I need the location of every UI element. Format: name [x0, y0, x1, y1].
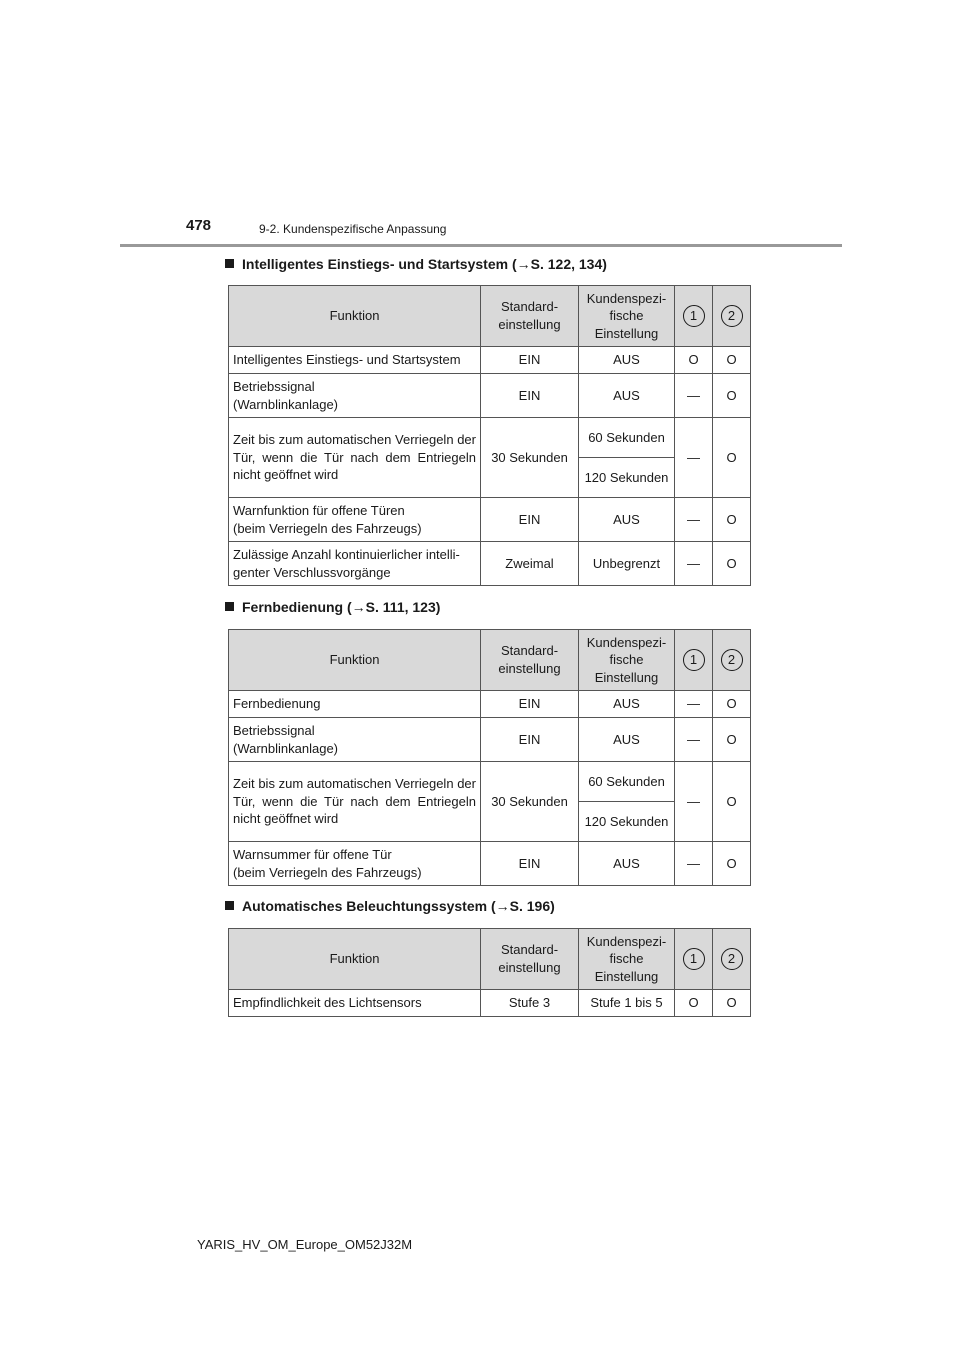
col-header-2	[713, 630, 751, 691]
arrow-icon: →	[495, 898, 510, 914]
col-header-2	[713, 286, 751, 347]
cell-standard: 30 Sekunden	[481, 418, 579, 498]
cell-standard: EIN	[481, 691, 579, 718]
section-title-text: Automatisches Beleuchtungssystem (	[242, 898, 496, 914]
square-bullet-icon	[225, 259, 234, 268]
cell-c1: —	[675, 762, 713, 842]
col-header-funktion: Funktion	[229, 929, 481, 990]
square-bullet-icon	[225, 602, 234, 611]
section-title-ref: S. 196)	[509, 898, 555, 914]
table-row	[229, 542, 751, 586]
cell-c1: O	[675, 990, 713, 1017]
section-title-intelligent-entry	[225, 256, 607, 272]
circled-1-icon: 1	[683, 305, 705, 327]
col-header-standard: Standard- einstellung	[481, 630, 579, 691]
cell-standard: EIN	[481, 347, 579, 374]
table-row	[229, 842, 751, 886]
cell-kunden: AUS	[579, 498, 675, 542]
cell-funktion: Warnsummer für offene Tür (beim Verriegeln des Fahrzeugs)	[229, 842, 481, 886]
cell-c1: —	[675, 418, 713, 498]
table-header-row	[229, 929, 751, 990]
section-title-text: Intelligentes Einstiegs- und Startsystem (	[242, 256, 517, 272]
settings-table-intelligent-entry	[228, 285, 751, 586]
section-title-lighting	[225, 898, 555, 914]
circled-2-icon: 2	[721, 649, 743, 671]
table-header-row	[229, 286, 751, 347]
cell-funktion: Betriebssignal (Warnblinkanlage)	[229, 718, 481, 762]
cell-funktion: Zulässige Anzahl kontinuierlicher intelli- genter Verschlussvorgänge	[229, 542, 481, 586]
table-row	[229, 691, 751, 718]
chapter-title: 9-2. Kundenspezifische Anpassung	[259, 222, 447, 236]
section-title-ref: S. 111, 123)	[365, 599, 441, 615]
cell-c2: O	[713, 418, 751, 498]
cell-c2: O	[713, 718, 751, 762]
col-header-kunden: Kundenspezi- fische Einstellung	[579, 929, 675, 990]
cell-standard: Stufe 3	[481, 990, 579, 1017]
col-header-2	[713, 929, 751, 990]
col-header-1	[675, 286, 713, 347]
col-header-standard: Standard- einstellung	[481, 929, 579, 990]
cell-funktion: Empfindlichkeit des Lichtsensors	[229, 990, 481, 1017]
cell-c1: —	[675, 542, 713, 586]
circled-1-icon: 1	[683, 948, 705, 970]
cell-c1: O	[675, 347, 713, 374]
cell-kunden: Unbegrenzt	[579, 542, 675, 586]
cell-kunden: AUS	[579, 842, 675, 886]
col-header-funktion: Funktion	[229, 286, 481, 347]
table-header-row	[229, 630, 751, 691]
cell-c2: O	[713, 842, 751, 886]
table-row	[229, 347, 751, 374]
cell-c2: O	[713, 498, 751, 542]
settings-table-lighting	[228, 928, 751, 1017]
col-header-kunden: Kundenspezi- fische Einstellung	[579, 630, 675, 691]
cell-kunden: AUS	[579, 718, 675, 762]
cell-kunden: AUS	[579, 374, 675, 418]
cell-c1: —	[675, 718, 713, 762]
footer-document-id: YARIS_HV_OM_Europe_OM52J32M	[197, 1237, 413, 1252]
cell-funktion: Zeit bis zum automatischen Verriegeln der Tür, wenn die Tür nach dem Entriegeln nicht geöffnet wird	[229, 418, 481, 498]
cell-standard: EIN	[481, 842, 579, 886]
cell-c1: —	[675, 374, 713, 418]
arrow-icon: →	[516, 256, 531, 272]
arrow-icon: →	[351, 599, 366, 615]
col-header-standard: Standard- einstellung	[481, 286, 579, 347]
table-row	[229, 990, 751, 1017]
cell-c2: O	[713, 374, 751, 418]
col-header-1	[675, 630, 713, 691]
cell-kunden: AUS	[579, 691, 675, 718]
header-rule	[120, 244, 842, 247]
cell-funktion: Intelligentes Einstiegs- und Startsystem	[229, 347, 481, 374]
section-title-ref: S. 122, 134)	[530, 256, 607, 272]
page-number: 478	[186, 217, 212, 234]
circled-1-icon: 1	[683, 649, 705, 671]
cell-c2: O	[713, 542, 751, 586]
cell-c2: O	[713, 347, 751, 374]
cell-c1: —	[675, 842, 713, 886]
cell-kunden: AUS	[579, 347, 675, 374]
col-header-1	[675, 929, 713, 990]
table-row	[229, 762, 751, 802]
cell-funktion: Betriebssignal (Warnblinkanlage)	[229, 374, 481, 418]
cell-funktion: Zeit bis zum automatischen Verriegeln der Tür, wenn die Tür nach dem Entriegeln nicht geöffnet wird	[229, 762, 481, 842]
cell-funktion: Warnfunktion für offene Türen (beim Verriegeln des Fahrzeugs)	[229, 498, 481, 542]
cell-c2: O	[713, 990, 751, 1017]
cell-kunden-option: 120 Sekunden	[579, 802, 675, 842]
circled-2-icon: 2	[721, 948, 743, 970]
col-header-kunden: Kundenspezi- fische Einstellung	[579, 286, 675, 347]
col-header-funktion: Funktion	[229, 630, 481, 691]
settings-table-remote	[228, 629, 751, 886]
cell-standard: EIN	[481, 718, 579, 762]
cell-standard: EIN	[481, 498, 579, 542]
table-row	[229, 718, 751, 762]
cell-standard: EIN	[481, 374, 579, 418]
cell-kunden: Stufe 1 bis 5	[579, 990, 675, 1017]
table-row	[229, 418, 751, 458]
cell-kunden-option: 120 Sekunden	[579, 458, 675, 498]
cell-c2: O	[713, 762, 751, 842]
table-row	[229, 498, 751, 542]
cell-funktion: Fernbedienung	[229, 691, 481, 718]
cell-kunden-option: 60 Sekunden	[579, 418, 675, 458]
cell-c1: —	[675, 691, 713, 718]
cell-standard: Zweimal	[481, 542, 579, 586]
cell-kunden-option: 60 Sekunden	[579, 762, 675, 802]
cell-c1: —	[675, 498, 713, 542]
square-bullet-icon	[225, 901, 234, 910]
cell-c2: O	[713, 691, 751, 718]
cell-standard: 30 Sekunden	[481, 762, 579, 842]
section-title-remote	[225, 599, 440, 615]
circled-2-icon: 2	[721, 305, 743, 327]
section-title-text: Fernbedienung (	[242, 599, 352, 615]
table-row	[229, 374, 751, 418]
